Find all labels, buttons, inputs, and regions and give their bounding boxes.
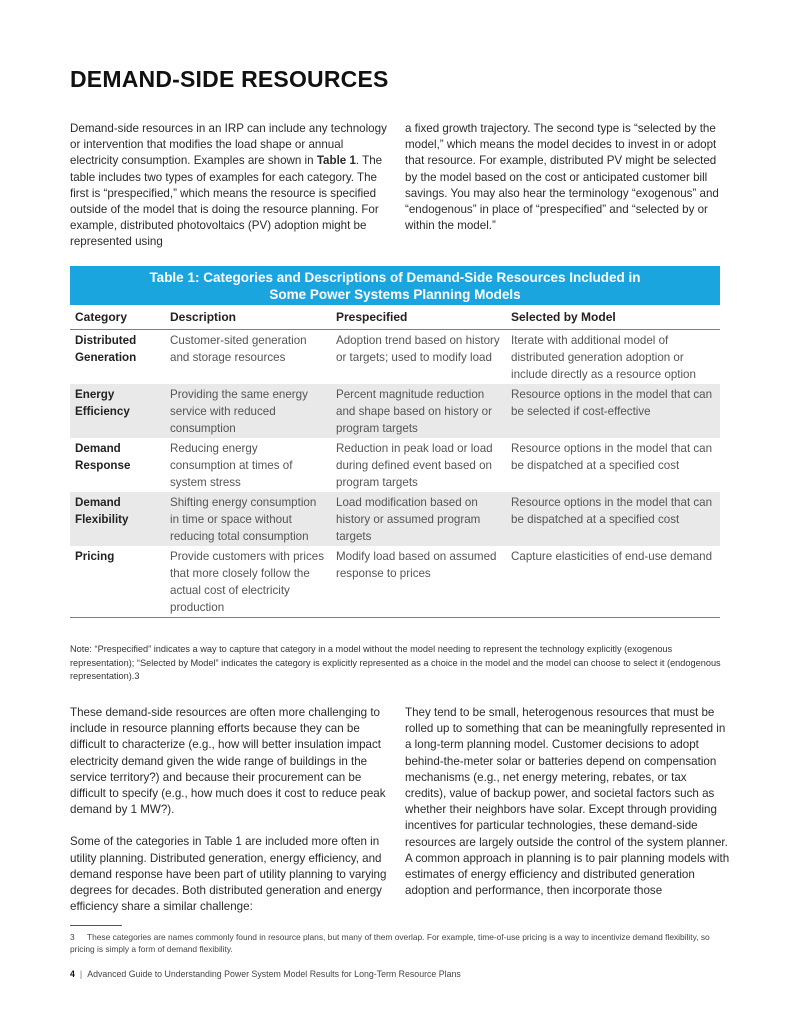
col-header-selected: Selected by Model: [506, 305, 720, 330]
row-description: Provide customers with prices that more closely follow the actual cost of electricity production: [165, 546, 331, 618]
body-right-column: [405, 705, 730, 899]
footer-title: Advanced Guide to Understanding Power System Model Results for Long-Term Resource Plans: [87, 969, 461, 979]
row-selected: Resource options in the model that can be dispatched at a specified cost: [506, 492, 720, 546]
col-header-prespecified: Prespecified: [331, 305, 506, 330]
footer-separator: |: [79, 969, 83, 979]
footnote-text: These categories are names commonly found in resource plans, but many of them overlap. For example, time-of-use pricing is a way to incentivize demand flexibility, so pricing is simply a form of demand flexibility.: [70, 932, 710, 955]
table-grid: [70, 305, 720, 618]
intro-left-paragraph: Demand-side resources in an IRP can include any technology or intervention that modifies the load shape or annual electricity consumption. Examples are shown in Table 1. The table includes two types of examples for each category. The first is “prespecified,” which means the resource is specified outside of the model that is doing the resource planning. For example, distributed photovoltaics (PV) adoption might be represented using: [70, 122, 387, 249]
footnote-number: 3: [70, 932, 75, 942]
row-category: Demand Flexibility: [70, 492, 165, 546]
row-description: Reducing energy consumption at times of system stress: [170, 442, 293, 489]
footnote: [70, 931, 720, 956]
body-left-paragraph-2: Some of the categories in Table 1 are included more often in utility planning. Distributed generation, energy efficiency, and demand response have been part of utility planning to varying degrees for decades. Both distributed generation and energy efficiency share a similar challenge:: [70, 835, 387, 914]
page-number: 4: [70, 969, 75, 979]
page-heading: DEMAND-SIDE RESOURCES: [70, 66, 389, 92]
table-title: Table 1: Categories and Descriptions of Demand-Side Resources Included in Some Power Systems Planning Models: [70, 266, 720, 305]
row-category: Energy Efficiency: [70, 384, 165, 438]
body-left-paragraph-1: These demand-side resources are often more challenging to include in resource planning efforts because they can be difficult to characterize (e.g., how will better insulation impact electricity demand given the wide range of buildings in the service territory?) and because their procurement can be difficult to specify (e.g., how much does it cost to reduce peak demand by 1 MW?).: [70, 706, 386, 817]
row-prespecified: Reduction in peak load or load during defined event based on program targets: [336, 442, 493, 489]
table-header-row: [70, 305, 720, 330]
row-prespecified: Load modification based on history or assumed program targets: [331, 492, 506, 546]
intro-right-column: [405, 121, 730, 234]
row-prespecified: Adoption trend based on history or targets; used to modify load: [336, 334, 500, 364]
table-note: Note: “Prespecified” indicates a way to capture that category in a model without the model needing to represent the technology explicitly (exogenous representation); “Selected by Model” indicates the category is explicitly represented as a choice in the model and the model can choose to select it (endogenous representation).3: [70, 644, 721, 682]
row-description: Providing the same energy service with reduced consumption: [165, 384, 331, 438]
col-header-category: Category: [70, 305, 165, 330]
footnote-divider: [70, 925, 122, 926]
table-row: [70, 492, 720, 546]
body-right-paragraph: They tend to be small, heterogenous resources that must be rolled up to something that can be meaningfully represented in a long-term planning model. Customer decisions to adopt behind-the-meter solar or batteries depend on compensation mechanisms (e.g., net energy metering, rebates, or tax credits), value of backup power, and societal factors such as whether their neighbors have solar. Except through providing incentives for particular technologies, these demand-side resources are largely outside the control of the system planner. A common approach in planning is to pair planning models with estimates of energy efficiency and distributed generation adoption and performance, then incorporate those: [405, 706, 730, 898]
intro-right-paragraph: a fixed growth trajectory. The second type is “selected by the model,” which means the model decides to invest in or adopt that resource. For example, distributed PV might be selected by the model based on the cost or anticipated customer bill savings. You may also hear the terminology “exogenous” and “endogenous” in place of “prespecified” and “selected by or within the model.”: [405, 122, 719, 233]
table-row: [70, 384, 720, 438]
row-selected: Resource options in the model that can be dispatched at a specified cost: [511, 442, 713, 472]
intro-left-column: [70, 121, 390, 251]
table-row: [70, 546, 720, 618]
demand-side-table: [70, 266, 720, 618]
table-reference: Table 1: [316, 154, 356, 168]
row-description: Customer-sited generation and storage resources: [170, 334, 307, 364]
body-left-column: [70, 705, 390, 915]
col-header-description: Description: [165, 305, 331, 330]
row-category: Pricing: [70, 546, 165, 618]
page-footer: [70, 969, 461, 979]
row-selected: Iterate with additional model of distributed generation adoption or include directly as a resource option: [511, 334, 696, 381]
row-description: Shifting energy consumption in time or space without reducing total consumption: [165, 492, 331, 546]
row-selected: Resource options in the model that can be selected if cost-effective: [506, 384, 720, 438]
row-category: Demand Response: [75, 442, 131, 472]
row-prespecified: Modify load based on assumed response to prices: [331, 546, 506, 618]
row-category: Distributed Generation: [75, 334, 137, 364]
table-row: [70, 438, 720, 492]
row-selected: Capture elasticities of end-use demand: [506, 546, 720, 618]
table-row: [70, 330, 720, 385]
row-prespecified: Percent magnitude reduction and shape based on history or program targets: [331, 384, 506, 438]
